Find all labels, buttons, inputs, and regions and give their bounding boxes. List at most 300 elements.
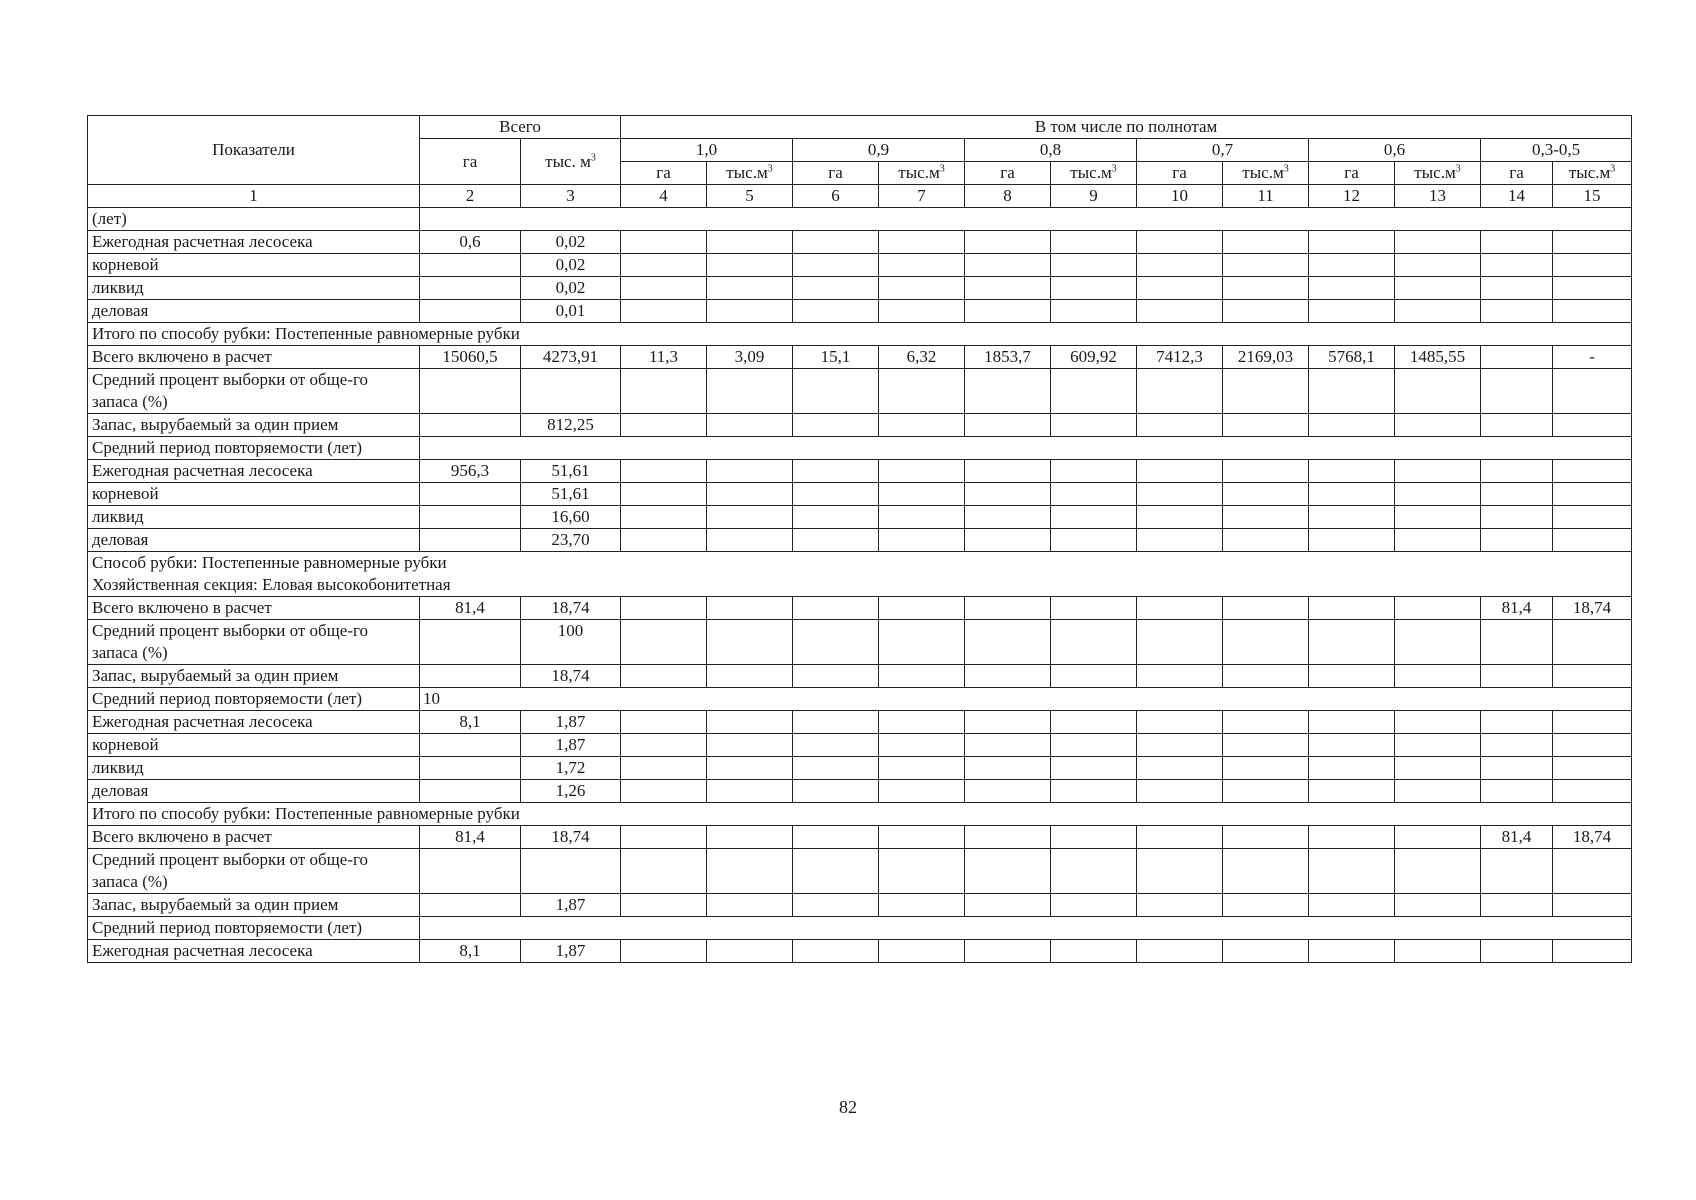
total-ha-header: га [420,139,521,185]
column-number: 13 [1395,185,1481,208]
table-cell [1395,506,1481,529]
table-cell [1395,894,1481,917]
table-row [88,506,1632,529]
table-cell: 18,74 [521,597,621,620]
unit-label: тыс.м [1568,163,1611,182]
row-label: корневой [88,483,420,506]
table-cell [793,506,879,529]
density-ha-header: га [621,162,707,185]
table-cell [420,849,521,894]
forest-cutting-table [87,115,1632,963]
table-row [88,323,1632,346]
table-cell [965,483,1051,506]
table-cell: 51,61 [521,483,621,506]
table-cell [1137,780,1223,803]
table-cell [1137,414,1223,437]
table-cell [879,665,965,688]
table-cell [621,665,707,688]
table-row [88,894,1632,917]
unit-superscript: 3 [590,151,596,163]
row-label: Средний процент выборки от обще-го запаса (%) [88,620,420,665]
table-cell [1395,369,1481,414]
density-header: 0,6 [1309,139,1481,162]
table-cell [1051,414,1137,437]
unit-superscript: 3 [1455,163,1461,175]
table-cell [1553,940,1632,963]
table-cell [707,254,793,277]
table-cell [1395,597,1481,620]
table-cell [621,620,707,665]
page-number: 82 [839,1097,857,1117]
table-cell [707,780,793,803]
unit-label: тыс.м [1242,163,1284,182]
table-cell [1309,231,1395,254]
table-cell [793,826,879,849]
table-cell [621,254,707,277]
table-cell [1481,711,1553,734]
merged-value-cell: 10 [420,688,1632,711]
table-cell [1309,620,1395,665]
table-cell [621,231,707,254]
table-cell [1137,597,1223,620]
table-cell [1553,369,1632,414]
table-cell [621,734,707,757]
table-cell [1137,483,1223,506]
table-cell [1051,506,1137,529]
table-cell [420,734,521,757]
unit-superscript: 3 [939,163,945,175]
table-cell [1137,665,1223,688]
table-cell [1553,665,1632,688]
density-volume-header [1223,162,1309,185]
density-ha-header: га [1137,162,1223,185]
table-cell [1395,231,1481,254]
table-body [88,208,1632,963]
density-ha-header: га [1481,162,1553,185]
table-cell [1481,529,1553,552]
table-cell [1481,849,1553,894]
column-number: 12 [1309,185,1395,208]
table-cell [1553,711,1632,734]
header-row-1 [88,116,1632,139]
table-row [88,437,1632,460]
column-number-row [88,185,1632,208]
table-cell: 2169,03 [1223,346,1309,369]
table-row [88,597,1632,620]
column-number: 4 [621,185,707,208]
table-cell [1395,483,1481,506]
table-cell [1395,460,1481,483]
unit-label: тыс.м [1070,163,1112,182]
table-cell [1481,460,1553,483]
table-cell: 0,6 [420,231,521,254]
table-cell [621,483,707,506]
table-row [88,620,1632,665]
table-cell [1481,894,1553,917]
table-cell [879,414,965,437]
table-cell [879,780,965,803]
table-cell [1051,940,1137,963]
table-row [88,734,1632,757]
table-cell [1051,734,1137,757]
table-cell [965,529,1051,552]
table-cell [1395,277,1481,300]
table-cell [879,940,965,963]
table-cell [879,734,965,757]
table-cell [1137,277,1223,300]
table-cell [621,940,707,963]
table-cell [1137,940,1223,963]
table-cell [965,231,1051,254]
table-cell [793,414,879,437]
economic-section-line: Хозяйственная секция: Еловая высокобонитетная [92,575,451,594]
table-cell [1309,300,1395,323]
total-volume-header [521,139,621,185]
table-cell [1223,277,1309,300]
indicators-header: Показатели [88,116,420,185]
table-cell [965,254,1051,277]
table-cell [621,826,707,849]
table-cell [1223,506,1309,529]
table-cell [793,460,879,483]
table-cell [707,734,793,757]
column-number: 15 [1553,185,1632,208]
table-cell: 956,3 [420,460,521,483]
table-cell [1309,597,1395,620]
table-cell [1051,894,1137,917]
table-cell: 15,1 [793,346,879,369]
table-cell [793,940,879,963]
table-cell [793,620,879,665]
table-cell [1481,940,1553,963]
table-cell [707,529,793,552]
table-cell [965,277,1051,300]
table-cell [1395,620,1481,665]
density-header: 0,8 [965,139,1137,162]
table-cell [621,460,707,483]
table-cell [420,414,521,437]
table-cell [879,506,965,529]
column-number: 7 [879,185,965,208]
row-label: Всего включено в расчет [88,346,420,369]
table-cell [1553,849,1632,894]
row-label: ликвид [88,506,420,529]
table-cell: 18,74 [521,665,621,688]
table-cell [1223,940,1309,963]
density-header: 1,0 [621,139,793,162]
density-header: 0,3-0,5 [1481,139,1632,162]
row-label: Ежегодная расчетная лесосека [88,460,420,483]
table-cell [1223,414,1309,437]
table-cell [1223,460,1309,483]
table-cell [965,894,1051,917]
table-cell: 0,01 [521,300,621,323]
table-row [88,346,1632,369]
density-ha-header: га [965,162,1051,185]
table-cell: 81,4 [420,597,521,620]
table-cell: 16,60 [521,506,621,529]
table-cell [707,277,793,300]
table-cell [1309,529,1395,552]
table-cell [1051,665,1137,688]
row-label: деловая [88,780,420,803]
table-row [88,826,1632,849]
table-cell [793,300,879,323]
table-cell [793,529,879,552]
table-cell [1223,597,1309,620]
table-cell [965,849,1051,894]
table-cell [521,369,621,414]
row-label: Всего включено в расчет [88,597,420,620]
table-cell: 81,4 [420,826,521,849]
column-number: 8 [965,185,1051,208]
table-row [88,552,1632,597]
table-cell [707,460,793,483]
table-cell [1553,300,1632,323]
table-cell [1137,506,1223,529]
table-cell [707,826,793,849]
table-cell [707,506,793,529]
table-cell [1309,665,1395,688]
table-cell [1395,300,1481,323]
table-cell [420,483,521,506]
total-header: Всего [420,116,621,139]
row-label: корневой [88,254,420,277]
density-volume-header [1553,162,1632,185]
table-cell [1553,620,1632,665]
table-cell: 1,72 [521,757,621,780]
table-cell [1051,254,1137,277]
table-cell [965,460,1051,483]
unit-superscript: 3 [1283,163,1289,175]
table-cell [1395,826,1481,849]
table-cell [420,894,521,917]
table-cell [707,231,793,254]
merged-value-cell [420,917,1632,940]
table-cell [879,460,965,483]
row-label: Запас, вырубаемый за один прием [88,414,420,437]
table-cell: 1,87 [521,734,621,757]
table-cell [1051,757,1137,780]
row-label: Запас, вырубаемый за один прием [88,894,420,917]
table-cell [707,665,793,688]
table-cell: 100 [521,620,621,665]
table-row [88,711,1632,734]
table-row [88,780,1632,803]
table-cell [1553,734,1632,757]
table-cell [793,597,879,620]
table-cell [1223,711,1309,734]
column-number: 9 [1051,185,1137,208]
table-row [88,483,1632,506]
table-cell: 609,92 [1051,346,1137,369]
table-cell [879,483,965,506]
table-cell [707,414,793,437]
table-cell [1481,620,1553,665]
table-cell [707,300,793,323]
table-cell [420,757,521,780]
table-cell [879,300,965,323]
table-cell [965,597,1051,620]
table-cell [879,894,965,917]
table-cell [879,277,965,300]
table-cell [1395,757,1481,780]
table-cell [879,711,965,734]
table-cell [879,849,965,894]
table-cell [1223,826,1309,849]
table-cell [793,369,879,414]
table-cell [621,529,707,552]
table-cell [1223,734,1309,757]
table-row [88,665,1632,688]
density-volume-header [1051,162,1137,185]
table-cell [793,894,879,917]
table-row [88,369,1632,414]
density-volume-header [1395,162,1481,185]
table-cell: 7412,3 [1137,346,1223,369]
table-cell [1051,849,1137,894]
table-cell [1395,414,1481,437]
by-density-header: В том числе по полнотам [621,116,1632,139]
table-cell: 0,02 [521,277,621,300]
table-cell [420,620,521,665]
table-cell [621,300,707,323]
table-cell [1553,460,1632,483]
table-cell [1051,780,1137,803]
table-cell [1223,231,1309,254]
row-label: (лет) [88,208,420,231]
table-cell [1223,849,1309,894]
table-cell [621,849,707,894]
table-row [88,208,1632,231]
table-cell [1051,597,1137,620]
table-cell [965,734,1051,757]
table-cell [521,849,621,894]
row-label: Средний период повторяемости (лет) [88,917,420,940]
table-cell [1481,780,1553,803]
table-cell [879,254,965,277]
table-cell [707,849,793,894]
table-cell [1309,483,1395,506]
table-cell [965,665,1051,688]
density-header: 0,9 [793,139,965,162]
table-cell [1481,414,1553,437]
table-row [88,231,1632,254]
table-cell [1553,757,1632,780]
table-cell [1553,231,1632,254]
table-cell [1137,711,1223,734]
table-cell: 1,26 [521,780,621,803]
table-cell [1051,483,1137,506]
table-cell [1223,894,1309,917]
table-cell [965,757,1051,780]
table-row [88,849,1632,894]
table-cell [965,711,1051,734]
table-cell [1223,300,1309,323]
row-label: Запас, вырубаемый за один прием [88,665,420,688]
table-cell [965,826,1051,849]
table-cell [965,369,1051,414]
table-cell [420,369,521,414]
row-label: Средний процент выборки от обще-го запаса (%) [88,369,420,414]
table-cell [793,757,879,780]
table-cell [707,894,793,917]
table-cell [1137,849,1223,894]
cutting-method-line: Способ рубки: Постепенные равномерные рубки [92,553,447,572]
table-cell [707,757,793,780]
table-cell [707,711,793,734]
table-cell [1309,506,1395,529]
density-header: 0,7 [1137,139,1309,162]
table-cell [879,231,965,254]
table-cell [1223,780,1309,803]
unit-label: тыс.м [898,163,940,182]
table-cell [1395,254,1481,277]
table-cell [621,894,707,917]
table-cell [1395,940,1481,963]
table-cell [1553,414,1632,437]
row-label: Средний период повторяемости (лет) [88,688,420,711]
section-heading: Итого по способу рубки: Постепенные равномерные рубки [88,323,1632,346]
table-cell [1481,665,1553,688]
table-row [88,300,1632,323]
column-number: 6 [793,185,879,208]
table-cell [1051,529,1137,552]
table-row [88,757,1632,780]
table-cell [1309,894,1395,917]
table-cell: 1853,7 [965,346,1051,369]
table-cell [1051,711,1137,734]
unit-label: тыс.м [726,163,768,182]
table-cell: 8,1 [420,940,521,963]
table-cell: 5768,1 [1309,346,1395,369]
table-cell [879,597,965,620]
table-cell: 51,61 [521,460,621,483]
table-cell [879,620,965,665]
table-cell [621,711,707,734]
table-cell [1137,231,1223,254]
table-cell: 8,1 [420,711,521,734]
column-number: 14 [1481,185,1553,208]
row-label: ликвид [88,757,420,780]
table-row [88,688,1632,711]
table-cell [420,506,521,529]
table-cell: 15060,5 [420,346,521,369]
table-cell [1481,483,1553,506]
row-label: Средний процент выборки от обще-го запаса (%) [88,849,420,894]
row-label: Ежегодная расчетная лесосека [88,940,420,963]
row-label: деловая [88,529,420,552]
unit-superscript: 3 [767,163,773,175]
table-cell: 4273,91 [521,346,621,369]
table-cell [1137,529,1223,552]
table-cell: 0,02 [521,254,621,277]
table-cell [707,597,793,620]
table-cell [420,665,521,688]
table-cell: 1,87 [521,894,621,917]
table-cell [1223,529,1309,552]
column-number: 2 [420,185,521,208]
table-cell [621,369,707,414]
row-label: корневой [88,734,420,757]
merged-value-cell [420,437,1632,460]
table-cell [1553,894,1632,917]
table-row [88,529,1632,552]
table-cell [793,734,879,757]
table-cell [1137,826,1223,849]
table-cell [1051,460,1137,483]
table-cell [1395,711,1481,734]
